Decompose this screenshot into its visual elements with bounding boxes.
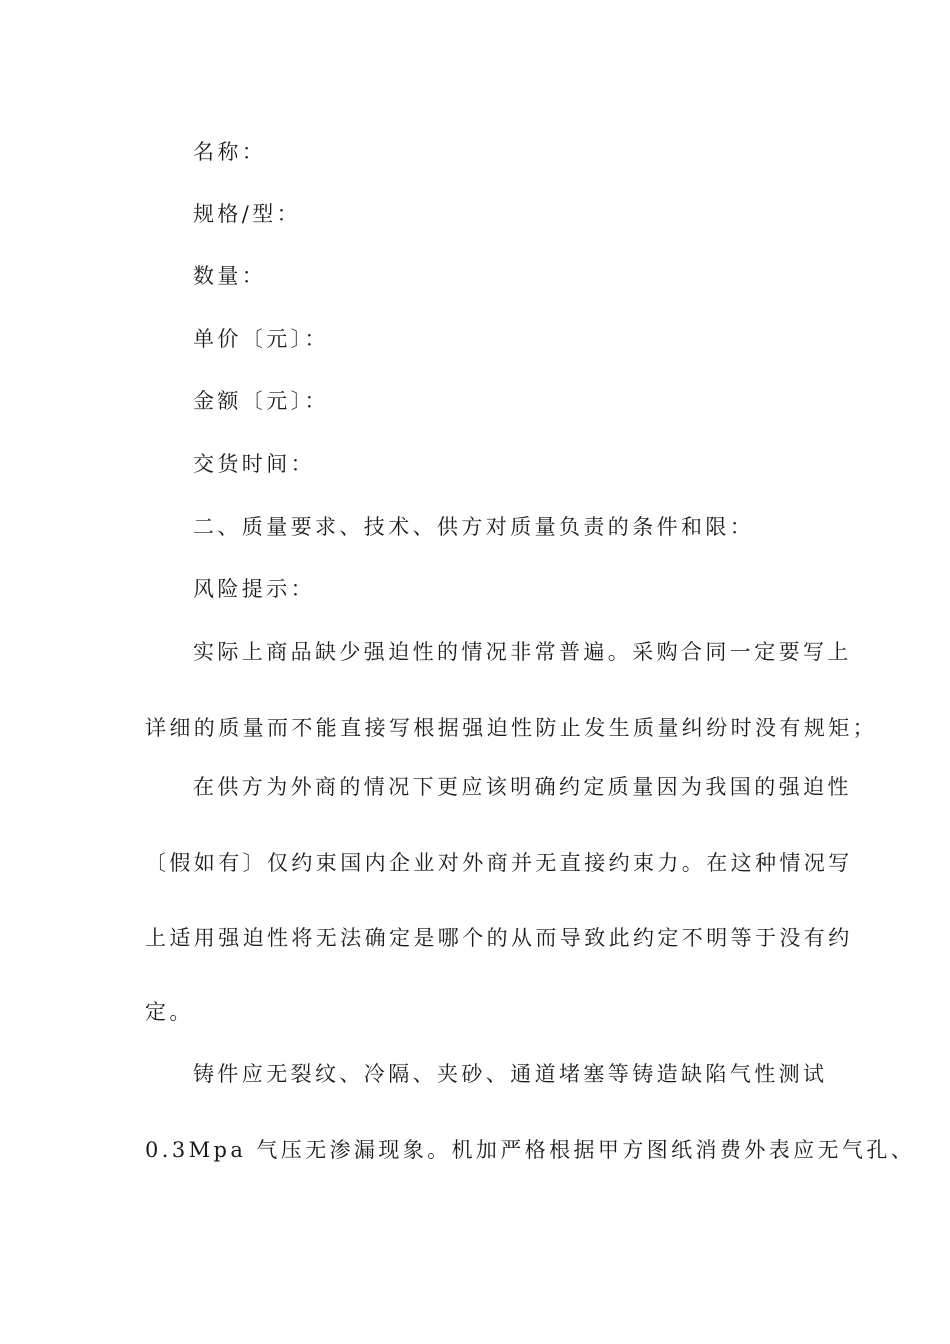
field-quantity-label: 数量： (193, 264, 267, 288)
section-two-heading: 二、质量要求、技术、供方对质量负责的条件和限： (193, 515, 755, 539)
paragraph-1-line-1: 实际上商品缺少强迫性的情况非常普遍。采购合同一定要写上 (193, 640, 852, 664)
field-delivery-time-label: 交货时间： (193, 452, 315, 476)
field-spec-model-label: 规格/型： (193, 202, 302, 226)
paragraph-1-line-2: 详细的质量而不能直接写根据强迫性防止发生质量纠纷时没有规矩； (145, 716, 877, 740)
field-unit-price-label: 单价〔元〕： (193, 327, 329, 351)
field-name-label: 名称： (193, 140, 267, 164)
paragraph-3-line-1: 铸件应无裂纹、冷隔、夹砂、通道堵塞等铸造缺陷气性测试 (193, 1062, 828, 1086)
paragraph-2-line-3: 上适用强迫性将无法确定是哪个的从而导致此约定不明等于没有约 (145, 926, 853, 950)
risk-label: 风险提示： (193, 577, 315, 601)
paragraph-3-line-2: 0.3Mpa 气压无渗漏现象。机加严格根据甲方图纸消费外表应无气孔、 (145, 1138, 916, 1162)
paragraph-2-line-2: 〔假如有〕仅约束国内企业对外商并无直接约束力。在这种情况写 (145, 851, 853, 875)
paragraph-2-line-4: 定。 (145, 1000, 194, 1024)
paragraph-2-line-1: 在供方为外商的情况下更应该明确约定质量因为我国的强迫性 (193, 775, 852, 799)
field-amount-label: 金额〔元〕： (193, 389, 329, 413)
